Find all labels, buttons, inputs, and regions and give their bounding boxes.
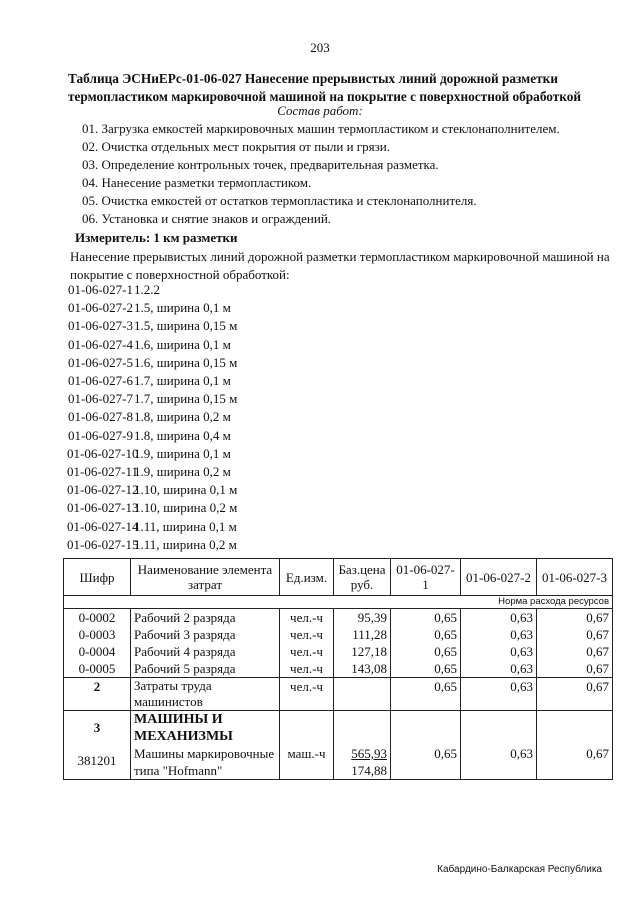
work-item: 05. Очистка емкостей от остатков термопластика и стеклонаполнителя. — [82, 193, 477, 208]
code-list-item — [67, 391, 237, 407]
code: 01-06-027-15 — [67, 536, 139, 552]
cell-col1: 0,65 — [391, 643, 461, 660]
cell-col1: 0,65 — [391, 711, 461, 780]
work-item: 03. Определение контрольных точек, предварительная разметка. — [82, 157, 439, 172]
code-list-item — [67, 373, 231, 389]
footer-region: Кабардино-Балкарская Республика — [437, 864, 602, 875]
code-list-item — [67, 409, 231, 425]
code: 01-06-027-9 — [68, 427, 133, 443]
cell-col1: 0,65 — [391, 678, 461, 711]
header-unit: Ед.изм. — [280, 559, 334, 596]
cell-unit: маш.-ч — [280, 711, 334, 780]
code-description: 1.5, ширина 0,1 м — [134, 300, 231, 316]
code-description: 1.7, ширина 0,1 м — [134, 373, 231, 388]
cell-col3: 0,67 — [537, 660, 613, 678]
code: 01-06-027-13 — [67, 500, 139, 516]
code-description: 1.9, ширина 0,2 м — [134, 464, 231, 479]
table-row — [64, 643, 613, 660]
code-list-item — [67, 337, 231, 353]
cell-name: Затраты труда машинистов — [131, 678, 280, 711]
cell-unit: чел.-ч — [280, 626, 334, 643]
table-row-machines — [64, 711, 613, 780]
code-list-item — [67, 428, 231, 444]
cell-name: Рабочий 4 разряда — [131, 643, 280, 660]
cell-name: Рабочий 2 разряда — [131, 609, 280, 627]
cell-unit: чел.-ч — [280, 660, 334, 678]
cell-col2: 0,63 — [461, 609, 537, 627]
cell-price: 111,28 — [334, 626, 391, 643]
table-row — [64, 609, 613, 627]
cell-col1: 0,65 — [391, 609, 461, 627]
cell-name: Рабочий 3 разряда — [131, 626, 280, 643]
norm-label: Норма расхода ресурсов — [64, 596, 613, 609]
code-description: 1.6, ширина 0,15 м — [134, 354, 238, 370]
header-col2: 01-06-027-2 — [461, 559, 537, 596]
table-row — [64, 660, 613, 678]
code: 01-06-027-2 — [68, 300, 133, 316]
description: Нанесение прерывистых линий дорожной разметки термопластиком маркировочной машиной на покрытие с поверхностной обработкой: — [70, 249, 610, 282]
section-code: 3 — [93, 720, 101, 735]
cell-col2: 0,63 — [461, 643, 537, 660]
code-list-item — [67, 482, 237, 498]
cell-col3: 0,67 — [537, 643, 613, 660]
work-item: 06. Установка и снятие знаков и ограждений. — [82, 211, 332, 226]
code-list-item — [67, 519, 237, 535]
cell-price — [334, 711, 391, 780]
cell-col2: 0,63 — [461, 678, 537, 711]
cell-code — [64, 711, 131, 780]
cell-code: 0-0004 — [64, 643, 131, 660]
code-list-item — [67, 300, 231, 316]
cell-price: 127,18 — [334, 643, 391, 660]
table-title: Таблица ЭСНиЕРс-01-06-027 Нанесение прерывистых линий дорожной разметки термопластиком маркировочной машиной на покрытие с поверхностной обработкой — [68, 71, 582, 104]
code-description: 1.5, ширина 0,15 м — [134, 318, 238, 334]
machine-name: Машины маркировочные типа "Hofmann" — [134, 746, 275, 778]
cell-name: Рабочий 5 разряда — [131, 660, 280, 678]
table-row-labor — [64, 678, 613, 711]
header-code: Шифр — [64, 559, 131, 596]
section-title: МАШИНЫ И МЕХАНИЗМЫ — [134, 712, 233, 744]
measure-unit: Измеритель: 1 км разметки — [75, 230, 238, 245]
code-description: 1.6, ширина 0,1 м — [134, 336, 231, 352]
cell-code: 0-0002 — [64, 609, 131, 627]
code: 01-06-027-4 — [68, 336, 133, 352]
code-list-item — [67, 537, 237, 553]
code: 01-06-027-11 — [67, 464, 139, 479]
cell-col3: 0,67 — [537, 609, 613, 627]
cell-unit: чел.-ч — [280, 643, 334, 660]
code-list-item — [67, 355, 237, 371]
cell-code: 0-0003 — [64, 626, 131, 643]
code-description: 1.7, ширина 0,15 м — [134, 391, 238, 407]
resource-table — [63, 558, 613, 780]
cell-price: 143,08 — [334, 660, 391, 678]
table-row — [64, 626, 613, 643]
code: 01-06-027-10 — [67, 445, 139, 461]
code-list-item — [67, 282, 160, 298]
cell-col2: 0,63 — [461, 711, 537, 780]
code-description: 1.2.2 — [134, 282, 160, 297]
cell-price: 95,39 — [334, 609, 391, 627]
header-col3: 01-06-027-3 — [537, 559, 613, 596]
code-description: 1.11, ширина 0,2 м — [134, 536, 237, 552]
price-total: 565,93 — [351, 746, 387, 761]
code-description: 1.9, ширина 0,1 м — [134, 445, 231, 461]
cell-col3: 0,67 — [537, 678, 613, 711]
code: 01-06-027-1 — [68, 282, 133, 297]
work-item: 01. Загрузка емкостей маркировочных машин термопластиком и стеклонаполнителем. — [82, 121, 560, 136]
page-number: 203 — [310, 40, 330, 55]
code: 01-06-027-5 — [68, 354, 133, 370]
code: 01-06-027-6 — [68, 373, 133, 388]
code-list-item — [67, 464, 231, 480]
cell-col2: 0,63 — [461, 626, 537, 643]
work-composition-heading: Состав работ: — [277, 103, 363, 118]
cell-col3: 0,67 — [537, 711, 613, 780]
code-list-item — [67, 500, 237, 516]
code-description: 1.8, ширина 0,4 м — [134, 427, 231, 443]
cell-col1: 0,65 — [391, 626, 461, 643]
code: 01-06-027-12 — [67, 482, 139, 498]
cell-col3: 0,67 — [537, 626, 613, 643]
work-item: 04. Нанесение разметки термопластиком. — [82, 175, 312, 190]
code-description: 1.8, ширина 0,2 м — [134, 409, 231, 425]
cell-name — [131, 711, 280, 780]
header-price: Баз.цена руб. — [334, 559, 391, 596]
header-name: Наименование элемента затрат — [131, 559, 280, 596]
cell-unit: чел.-ч — [280, 678, 334, 711]
code-description: 1.10, ширина 0,2 м — [134, 500, 238, 516]
cell-price — [334, 678, 391, 711]
code: 01-06-027-14 — [67, 518, 139, 534]
code-list-item — [67, 318, 237, 334]
header-col1: 01-06-027-1 — [391, 559, 461, 596]
cell-code: 2 — [64, 678, 131, 711]
cell-code: 0-0005 — [64, 660, 131, 678]
cell-unit: чел.-ч — [280, 609, 334, 627]
machine-code: 381201 — [77, 753, 117, 768]
code: 01-06-027-3 — [68, 318, 133, 334]
work-item: 02. Очистка отдельных мест покрытия от пыли и грязи. — [82, 139, 390, 154]
code-description: 1.11, ширина 0,1 м — [134, 518, 237, 534]
code: 01-06-027-7 — [68, 391, 133, 407]
code-list-item — [67, 446, 231, 462]
cell-col1: 0,65 — [391, 660, 461, 678]
cell-col2: 0,63 — [461, 660, 537, 678]
code: 01-06-027-8 — [68, 409, 133, 425]
price-wage: 174,88 — [351, 763, 387, 778]
code-description: 1.10, ширина 0,1 м — [134, 482, 238, 498]
